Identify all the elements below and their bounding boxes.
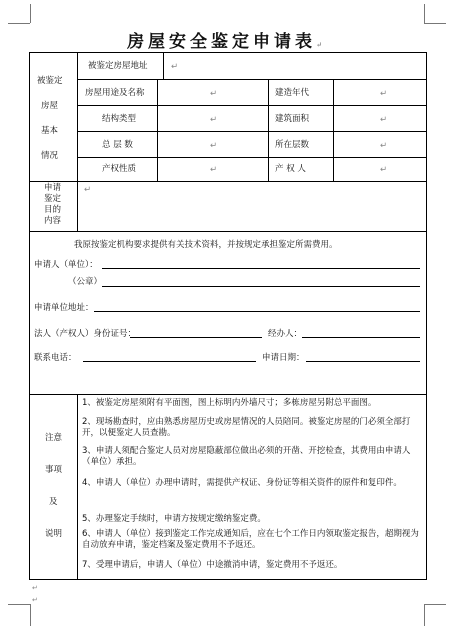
phone-line[interactable] (83, 361, 256, 362)
note-item-7: 7、受理申请后，申请人（单位）中途撤消申请，鉴定费用不予返还。 (82, 560, 343, 570)
application-form-table (29, 52, 427, 580)
legal-id-label: 法人（产权人）身份证号： (34, 329, 137, 339)
purpose-content-cell[interactable]: ↵ (84, 185, 92, 195)
notes-label-line-3: 及 (49, 497, 58, 507)
note-item-3: 3、申请人须配合鉴定人员对房屋隐蔽部位做出必须的开凿、开挖检查，其费用由申请人（单位）承担。 (82, 446, 411, 467)
row-divider-1 (77, 79, 427, 80)
section-divider-purpose (30, 181, 427, 182)
owner-value-cell[interactable]: ↵ (380, 165, 388, 175)
year-value-cell[interactable]: ↵ (380, 89, 388, 99)
crop-mark-top-right-h (424, 23, 446, 24)
address-label-applicant: 申请单位地址： (34, 303, 94, 313)
crop-mark-top-left-v (30, 4, 31, 23)
note-item-6: 6、申请人（单位）接到鉴定工作完成通知后，应在七个工作日内领取鉴定报告，超期视为自动放弃申请，鉴定档案及鉴定费用不予返还。 (82, 529, 419, 550)
handler-line[interactable] (302, 337, 420, 338)
applicant-address-line[interactable] (94, 311, 420, 312)
use-name-value-cell[interactable]: ↵ (210, 89, 218, 99)
phone-label: 联系电话： (34, 353, 77, 363)
notes-label-line-2: 事项 (45, 465, 63, 475)
located-floor-label: 所在层数 (275, 140, 310, 150)
property-label-line-1: 被鉴定 (37, 76, 63, 86)
note-item-5: 5、办理鉴定手续时，申请方按规定缴纳鉴定费。 (82, 514, 266, 524)
note-item-2: 2、现场勘查时，应由熟悉房屋历史或房屋情况的人员陪同。被鉴定房屋的门必须全部打开，以便鉴定人员查勘。 (82, 417, 411, 438)
structure-label: 结构类型 (102, 114, 137, 124)
applicant-line[interactable] (102, 268, 420, 269)
area-value-cell[interactable]: ↵ (380, 115, 388, 125)
trailing-paragraph-mark-2: ↵ (32, 596, 38, 604)
col-divider-1 (157, 79, 158, 181)
crop-mark-top-right-v (424, 4, 425, 23)
trailing-paragraph-mark-1: ↵ (32, 584, 38, 592)
handler-label: 经办人： (268, 329, 303, 339)
notes-label-line-1: 注意 (45, 433, 63, 443)
row-divider-4 (77, 157, 427, 158)
crop-mark-bottom-right-v (424, 604, 425, 626)
notes-label-line-4: 说明 (45, 529, 63, 539)
structure-value-cell[interactable]: ↵ (210, 115, 218, 125)
address-label-divider (163, 53, 164, 79)
paragraph-mark: ↵ (316, 40, 326, 49)
purpose-label-line-4: 内容 (44, 216, 62, 226)
area-label: 建筑面积 (275, 114, 310, 124)
section-divider-applicant (30, 231, 427, 232)
purpose-label-line-3: 目的 (44, 205, 62, 215)
ownership-value-cell[interactable]: ↵ (210, 165, 218, 175)
notes-label-divider (77, 394, 78, 580)
purpose-label-line-1: 申请 (44, 183, 62, 193)
form-title (0, 27, 453, 52)
row-divider-3 (77, 131, 427, 132)
property-label-line-2: 房屋 (41, 101, 59, 111)
use-name-label: 房屋用途及名称 (85, 88, 145, 98)
floors-label: 总 层 数 (102, 140, 133, 150)
property-label-line-3: 基本 (41, 126, 59, 136)
note-item-1: 1、被鉴定房屋须附有平面图，图上标明内外墙尺寸；多栋房屋另附总平面图。 (82, 398, 377, 408)
section-divider-notes (30, 394, 427, 395)
owner-label: 产 权 人 (275, 164, 306, 174)
date-line[interactable] (306, 361, 420, 362)
row-divider-2 (77, 105, 427, 106)
note-item-4: 4、申请人（单位）办理申请时，需提供产权证、身份证等相关资件的原件和复印件。 (82, 478, 402, 488)
crop-mark-top-left-h (8, 23, 30, 24)
purpose-label-line-2: 鉴定 (44, 194, 62, 204)
legal-id-line[interactable] (130, 337, 262, 338)
seal-label: （公章） (68, 277, 103, 287)
crop-mark-bottom-right-h (424, 604, 446, 605)
applicant-label: 申请人（单位）： (34, 260, 98, 270)
year-label: 建造年代 (275, 88, 310, 98)
crop-mark-bottom-left-v (30, 604, 31, 626)
date-label: 申请日期： (262, 353, 305, 363)
property-label-line-4: 情况 (41, 151, 59, 161)
crop-mark-bottom-left-h (8, 604, 30, 605)
ownership-label: 产权性质 (102, 164, 137, 174)
col-divider-2 (268, 79, 269, 181)
address-label: 被鉴定房屋地址 (88, 61, 148, 71)
form-title-text: 房屋安全鉴定申请表 (127, 32, 317, 52)
seal-line[interactable] (102, 286, 420, 287)
located-floor-value-cell[interactable]: ↵ (380, 141, 388, 151)
address-value-cell[interactable]: ↵ (171, 62, 179, 72)
col-divider-3 (333, 79, 334, 181)
pledge-text: 我原按鉴定机构要求提供有关技术资料，并按规定承担鉴定所需费用。 (74, 240, 338, 250)
floors-value-cell[interactable]: ↵ (210, 141, 218, 151)
